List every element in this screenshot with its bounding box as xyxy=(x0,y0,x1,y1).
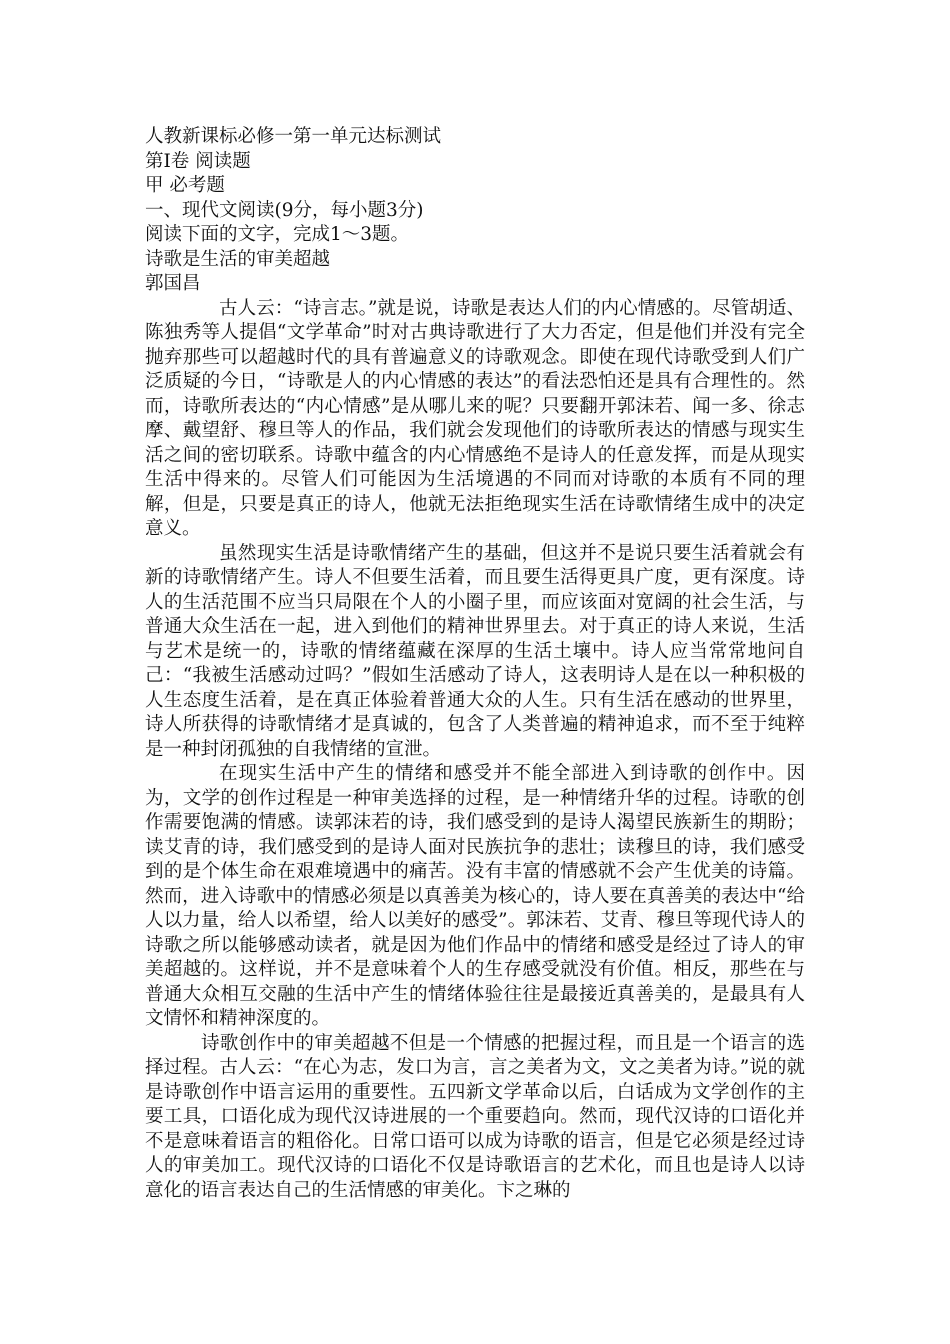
article-paragraph-2: 虽然现实生活是诗歌情绪产生的基础，但这并不是说只要生活着就会有新的诗歌情绪产生。诗人不但要生活着，而且要生活得更具广度，更有深度。诗人的生活范围不应当只局限在个人的小圈子里，而应该面对宽阔的社会生活，与普通大众生活在一起，进入到他们的精神世界里去。对于真正的诗人来说，生活与艺术是统一的，诗歌的情绪蕴藏在深厚的生活土壤中。诗人应当常常地问自己：“我被生活感动过吗？”假如生活感动了诗人，这表明诗人是在以一种积极的人生态度生活着，是在真正体验着普通大众的人生。只有生活在感动的世界里，诗人所获得的诗歌情绪才是真诚的，包含了人类普遍的精神追求，而不至于纯粹是一种封闭孤独的自我情绪的宣泄。 xyxy=(145,542,805,760)
article-paragraph-4: 诗歌创作中的审美超越不但是一个情感的把握过程，而且是一个语言的选择过程。古人云：“在心为志，发口为言，言之美者为文，文之美者为诗。”说的就是诗歌创作中语言运用的重要性。五四新文学革命以后，白话成为文学创作的主要工具，口语化成为现代汉诗进展的一个重要趋向。然而，现代汉诗的口语化并不是意味着语言的粗俗化。日常口语可以成为诗歌的语言，但是它必须是经过诗人的审美加工。现代汉诗的口语化不仅是诗歌语言的艺术化，而且也是诗人以诗意化的语言表达自己的生活情感的审美化。卞之琳的 xyxy=(145,1032,805,1201)
part-heading: 甲 必考题 xyxy=(145,175,225,196)
document-page xyxy=(145,125,805,1203)
section-heading: 一、现代文阅读(9分，每小题3分) xyxy=(145,199,424,221)
reading-instruction: 阅读下面的文字，完成1～3题。 xyxy=(145,224,410,245)
article-paragraph-3: 在现实生活中产生的情绪和感受并不能全部进入到诗歌的创作中。因为，文学的创作过程是一种审美选择的过程，是一种情绪升华的过程。诗歌的创作需要饱满的情感。读郭沫若的诗，我们感受到的是诗人渴望民族新生的期盼；读艾青的诗，我们感受到的是诗人面对民族抗争的悲壮；读穆旦的诗，我们感受到的是个体生命在艰难境遇中的痛苦。没有丰富的情感就不会产生优美的诗篇。然而，进入诗歌中的情感必须是以真善美为核心的，诗人要在真善美的表达中“给人以力量，给人以希望，给人以美好的感受”。郭沫若、艾青、穆旦等现代诗人的诗歌之所以能够感动读者，就是因为他们作品中的情绪和感受是经过了诗人的审美超越的。这样说，并不是意味着个人的生存感受就没有价值。相反，那些在与普通大众相互交融的生活中产生的情绪体验往往是最接近真善美的，是最具有人文情怀和精神深度的。 xyxy=(145,763,805,1029)
document-title: 人教新课标必修一第一单元达标测试 xyxy=(145,126,442,147)
article-title: 诗歌是生活的审美超越 xyxy=(145,248,331,270)
volume-heading: 第Ⅰ卷 阅读题 xyxy=(145,150,251,172)
article-author: 郭国昌 xyxy=(145,273,201,294)
article-paragraph-1: 古人云：“诗言志。”就是说，诗歌是表达人们的内心情感的。尽管胡适、陈独秀等人提倡“文学革命”时对古典诗歌进行了大力否定，但是他们并没有完全抛弃那些可以超越时代的具有普遍意义的诗歌观念。即使在现代诗歌受到人们广泛质疑的今日，“诗歌是人的内心情感的表达”的看法恐怕还是具有合理性的。然而，诗歌所表达的“内心情感”是从哪儿来的呢？只要翻开郭沫若、闻一多、徐志摩、戴望舒、穆旦等人的作品，我们就会发现他们的诗歌所表达的情感与现实生活之间的密切联系。诗歌中蕴含的内心情感绝不是诗人的任意发挥，而是从现实生活中得来的。尽管人们可能因为生活境遇的不同而对诗歌的本质有不同的理解，但是，只要是真正的诗人，他就无法拒绝现实生活在诗歌情绪生成中的决定意义。 xyxy=(145,297,805,539)
